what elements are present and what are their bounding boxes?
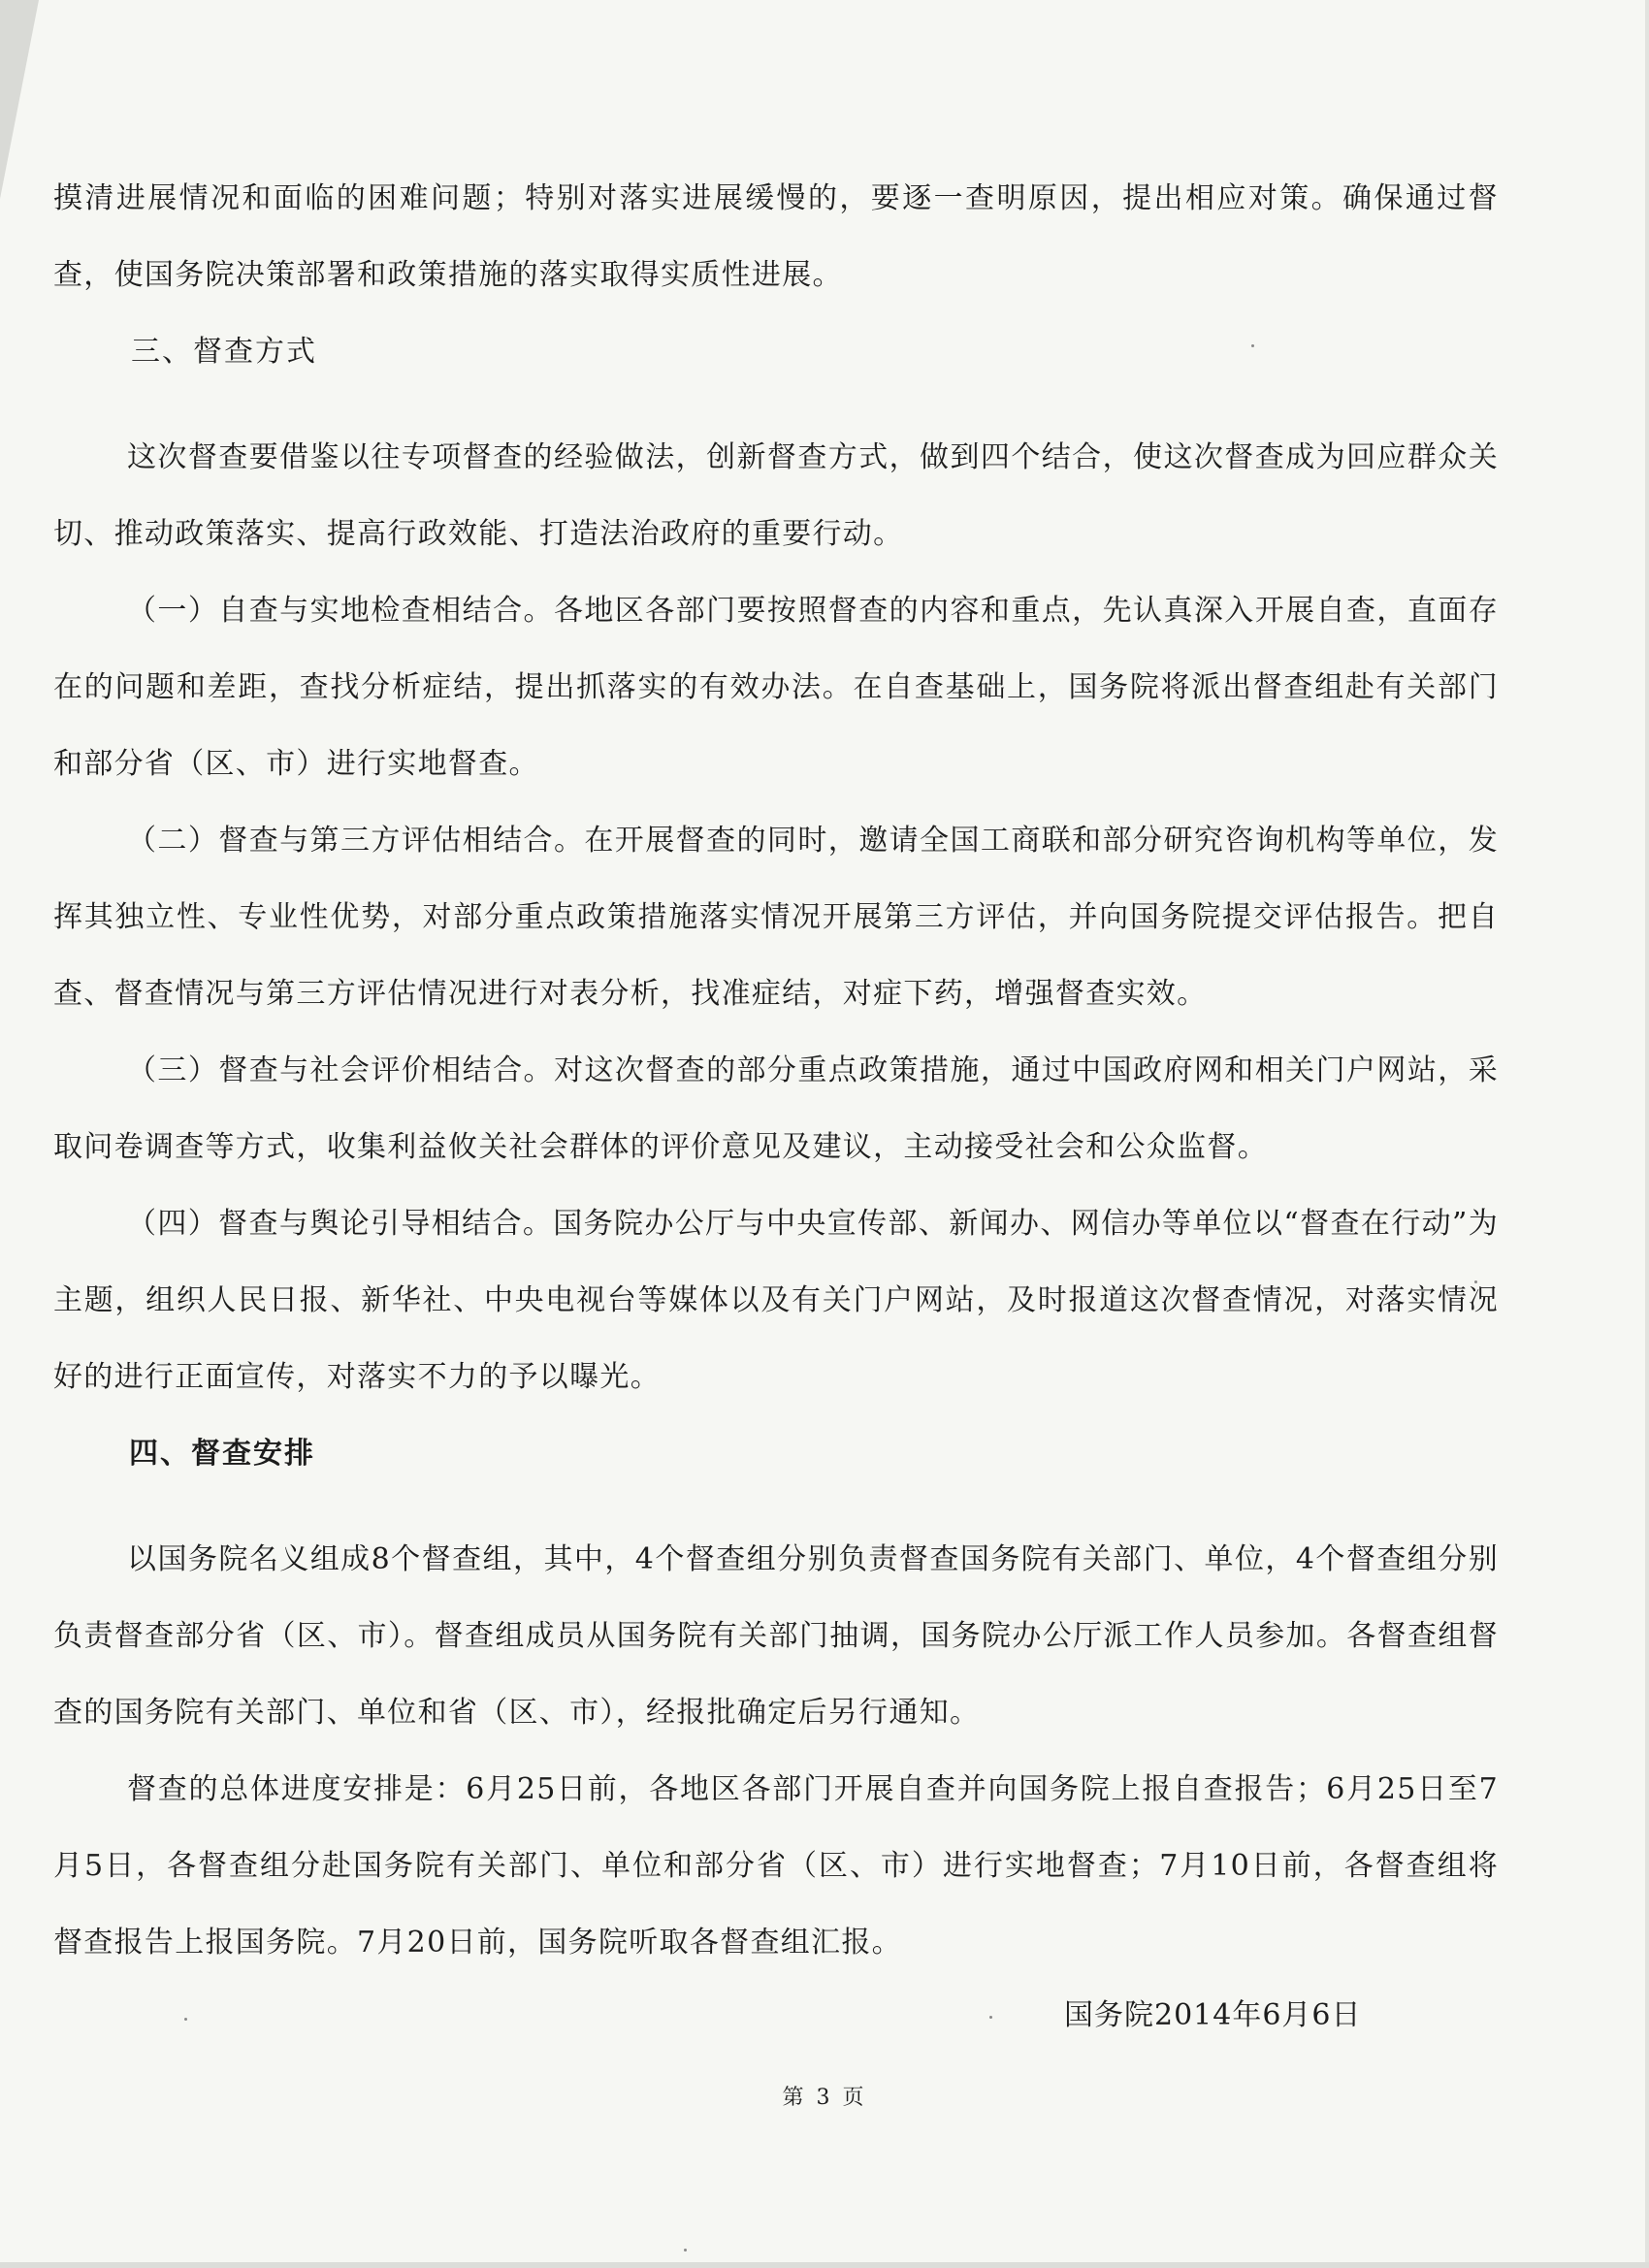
- scan-edge-right: [1645, 0, 1649, 2268]
- scan-fold-corner: [0, 0, 39, 199]
- section3-item-1: （一）自查与实地检查相结合。各地区各部门要按照督查的内容和重点，先认真深入开展自查，直面存在的问题和差距，查找分析症结，提出抓落实的有效办法。在自查基础上，国务院将派出督查组赴有关部门和部分省（区、市）进行实地督查。: [53, 594, 1499, 781]
- section4-paragraph-1: 以国务院名义组成8个督查组，其中，4个督查组分别负责督查国务院有关部门、单位，4个督查组分别负责督查部分省（区、市）。督查组成员从国务院有关部门抽调，国务院办公厅派工作人员参加。各督查组督查的国务院有关部门、单位和省（区、市），经报批确定后另行通知。: [53, 1542, 1499, 1730]
- section4-heading: 四、督查安排: [129, 1437, 315, 1471]
- document-body: [53, 160, 1499, 1981]
- section3-heading: 三、督查方式: [131, 335, 317, 369]
- scan-speck: [989, 2016, 992, 2019]
- section3-item-3: （三）督查与社会评价相结合。对这次督查的部分重点政策措施，通过中国政府网和相关门户网站，采取问卷调查等方式，收集利益攸关社会群体的评价意见及建议，主动接受社会和公众监督。: [53, 1053, 1499, 1164]
- section3-intro: 这次督查要借鉴以往专项督查的经验做法，创新督查方式，做到四个结合，使这次督查成为回应群众关切、推动政策落实、提高行政效能、打造法治政府的重要行动。: [53, 440, 1499, 551]
- scan-speck: [684, 2249, 687, 2252]
- paragraph-continued: 摸清进展情况和面临的困难问题；特别对落实进展缓慢的，要逐一查明原因，提出相应对策。确保通过督查，使国务院决策部署和政策措施的落实取得实质性进展。: [53, 181, 1499, 292]
- section4-paragraph-2: 督查的总体进度安排是：6月25日前，各地区各部门开展自查并向国务院上报自查报告；6月25日至7月5日，各督查组分赴国务院有关部门、单位和部分省（区、市）进行实地督查；7月10日前，各督查组将督查报告上报国务院。7月20日前，国务院听取各督查组汇报。: [53, 1772, 1499, 1960]
- section3-item-4: （四）督查与舆论引导相结合。国务院办公厅与中央宣传部、新闻办、网信办等单位以“督查在行动”为主题，组织人民日报、新华社、中央电视台等媒体以及有关门户网站，及时报道这次督查情况，对落实情况好的进行正面宣传，对落实不力的予以曝光。: [53, 1207, 1499, 1394]
- scan-edge-bottom: [0, 2262, 1649, 2268]
- scan-speck: [1251, 344, 1254, 347]
- section3-item-2: （二）督查与第三方评估相结合。在开展督查的同时，邀请全国工商联和部分研究咨询机构等单位，发挥其独立性、专业性优势，对部分重点政策措施落实情况开展第三方评估，并向国务院提交评估报告。把自查、督查情况与第三方评估情况进行对表分析，找准症结，对症下药，增强督查实效。: [53, 824, 1499, 1011]
- scan-speck: [184, 2018, 187, 2021]
- signature-date: 国务院2014年6月6日: [1064, 1998, 1362, 2032]
- page-number: 第 3 页: [782, 2086, 867, 2110]
- scan-speck: [1474, 1280, 1477, 1283]
